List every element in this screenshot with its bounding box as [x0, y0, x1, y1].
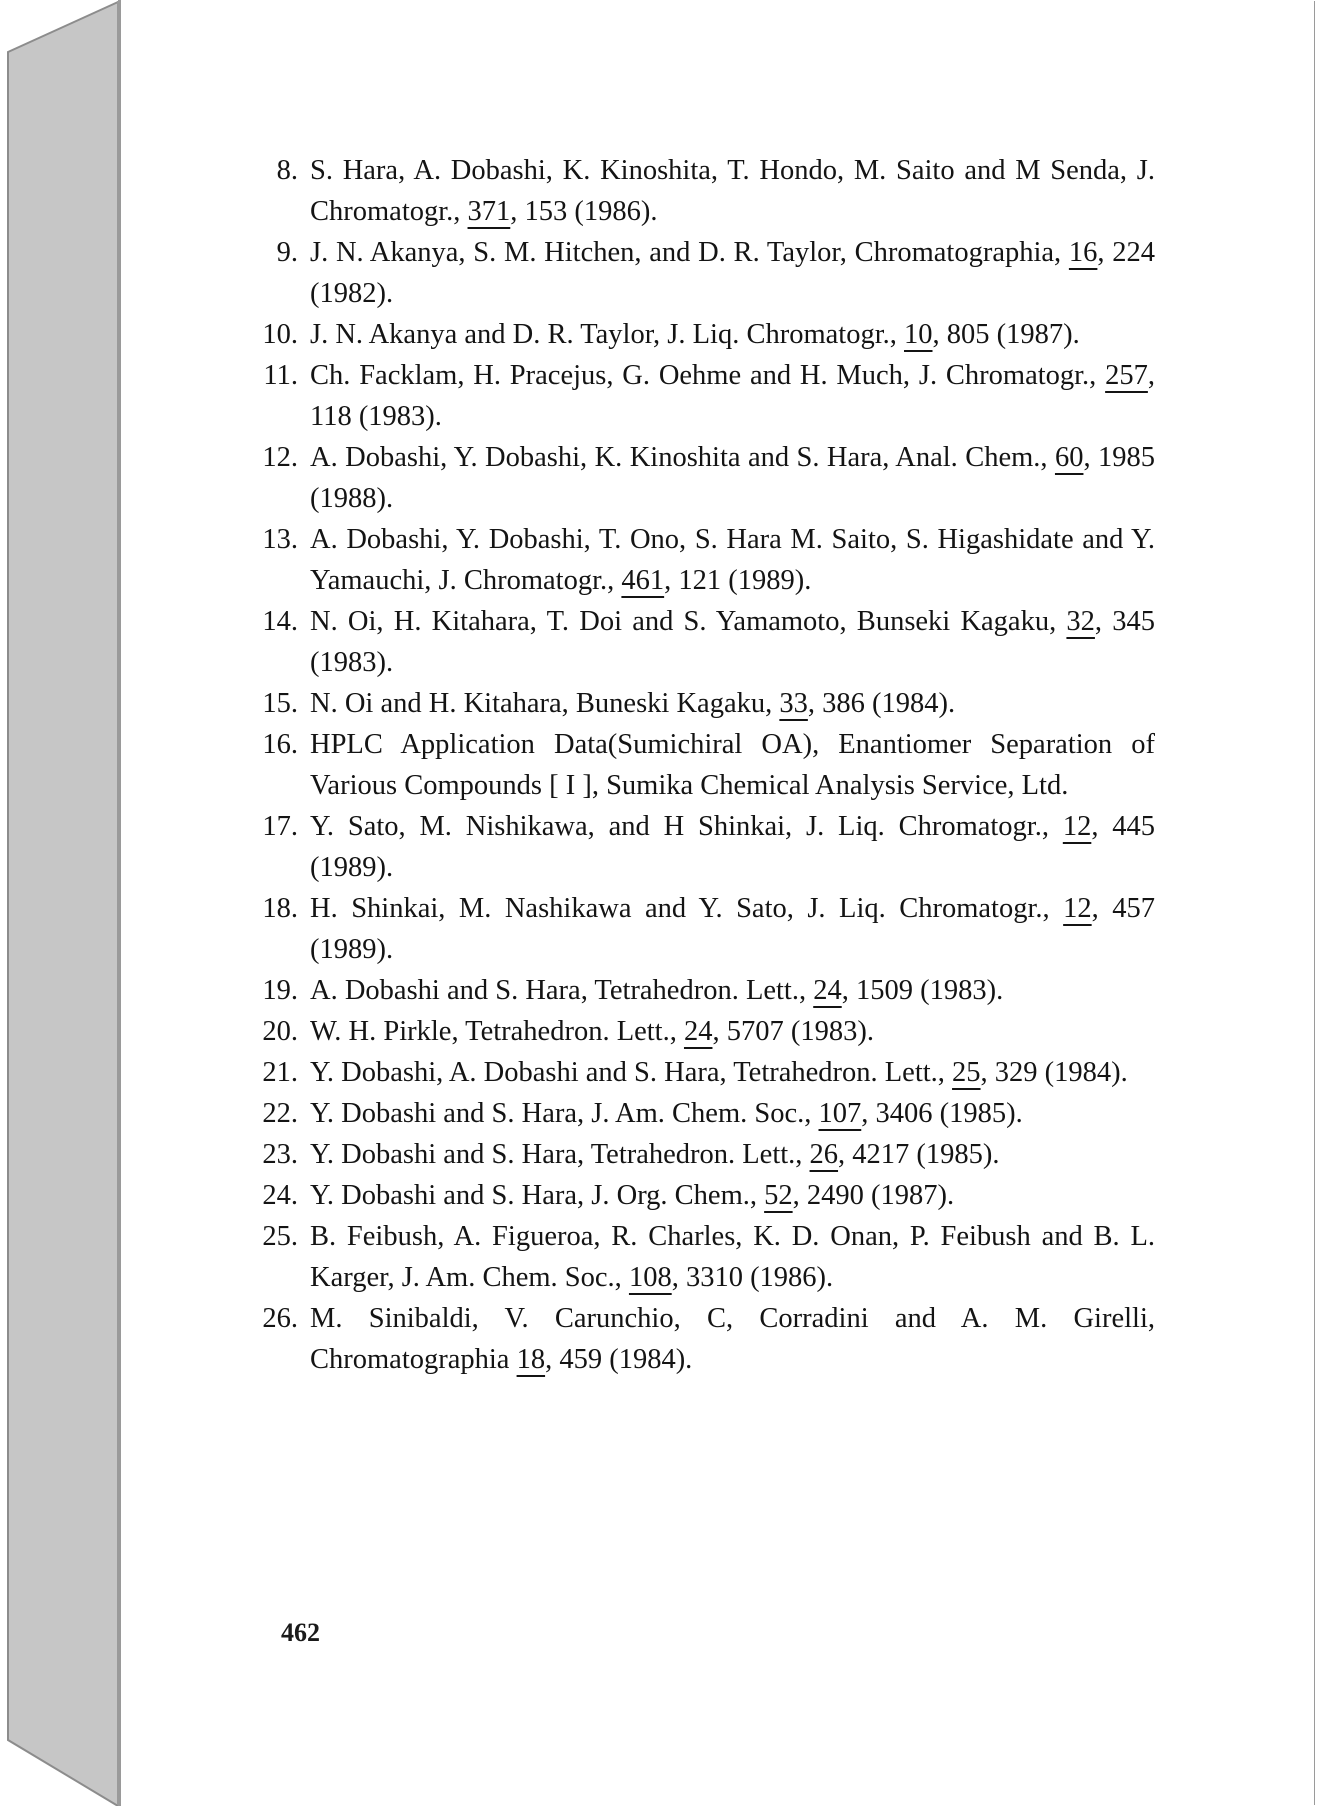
reference-citation: Y. Dobashi and S. Hara, Tetrahedron. Lett., [310, 1139, 810, 1170]
reference-number: 17. [262, 811, 298, 842]
reference-pages-year: , 3310 (1986). [671, 1262, 834, 1293]
reference-volume: 33 [779, 688, 808, 719]
reference-pages-year: , 805 (1987). [932, 319, 1080, 350]
reference-pages-year: , 224 (1982). [310, 237, 1155, 309]
reference-citation: J. N. Akanya and D. R. Taylor, J. Liq. Chromatogr., [310, 319, 904, 350]
reference-pages-year: , 459 (1984). [545, 1344, 693, 1375]
reference-number: 16. [262, 729, 298, 760]
reference-pages-year: , 121 (1989). [664, 565, 812, 596]
reference-item [255, 806, 1155, 888]
reference-text [310, 519, 1155, 601]
reference-item [255, 1134, 1155, 1175]
reference-pages-year: , 153 (1986). [510, 196, 658, 227]
reference-pages-year: , 4217 (1985). [838, 1139, 1000, 1170]
reference-item [255, 519, 1155, 601]
reference-text [310, 314, 1155, 355]
reference-citation: Y. Sato, M. Nishikawa, and H Shinkai, J. Liq. Chromatogr., [310, 811, 1063, 842]
reference-volume: 257 [1105, 360, 1148, 391]
reference-volume: 25 [952, 1057, 981, 1088]
reference-text [310, 806, 1155, 888]
reference-pages-year: , 329 (1984). [980, 1057, 1128, 1088]
reference-citation: Y. Dobashi and S. Hara, J. Am. Chem. Soc., [310, 1098, 819, 1129]
reference-volume: 461 [621, 565, 665, 596]
reference-text [310, 355, 1155, 437]
reference-item [255, 232, 1155, 314]
reference-item [255, 437, 1155, 519]
reference-number: 19. [262, 975, 298, 1006]
reference-pages-year: , 1509 (1983). [841, 975, 1004, 1006]
reference-citation: S. Hara, A. Dobashi, K. Kinoshita, T. Hondo, M. Saito and M Senda, J. Chromatogr., [310, 155, 1155, 227]
reference-text [310, 1093, 1155, 1134]
reference-item [255, 1216, 1155, 1298]
reference-pages-year: , 386 (1984). [807, 688, 956, 719]
reference-number: 25. [262, 1221, 298, 1252]
reference-volume: 60 [1054, 442, 1084, 473]
reference-number: 13. [262, 524, 298, 555]
reference-citation: B. Feibush, A. Figueroa, R. Charles, K. D. Onan, P. Feibush and B. L. Karger, J. Am. Chem. Soc., [310, 1221, 1155, 1293]
reference-number: 9. [276, 237, 298, 268]
reference-number: 12. [262, 442, 298, 473]
reference-text [310, 1134, 1155, 1175]
reference-number: 20. [262, 1016, 298, 1047]
reference-volume: 10 [904, 319, 933, 350]
reference-number: 21. [262, 1057, 298, 1088]
reference-number: 22. [262, 1098, 298, 1129]
reference-number: 11. [263, 360, 298, 391]
reference-citation: M. Sinibaldi, V. Carunchio, C, Corradini and A. M. Girelli, Chromatographia [310, 1303, 1155, 1375]
reference-pages-year: , 345 (1983). [310, 606, 1156, 678]
reference-number: 23. [262, 1139, 298, 1170]
reference-volume: 24 [813, 975, 842, 1006]
reference-citation: Y. Dobashi and S. Hara, J. Org. Chem., [310, 1180, 765, 1211]
reference-number: 24. [262, 1180, 298, 1211]
reference-citation: H. Shinkai, M. Nashikawa and Y. Sato, J. Liq. Chromatogr., [310, 893, 1064, 924]
reference-text [310, 437, 1155, 519]
reference-item [255, 150, 1155, 232]
reference-pages-year: , 5707 (1983). [712, 1016, 874, 1047]
reference-pages-year: , 2490 (1987). [792, 1180, 955, 1211]
page-number: 462 [281, 1618, 320, 1647]
reference-citation: J. N. Akanya, S. M. Hitchen, and D. R. Taylor, Chromatographia, [310, 237, 1069, 268]
reference-item [255, 683, 1155, 724]
reference-item [255, 970, 1155, 1011]
reference-volume: 16 [1068, 237, 1098, 268]
reference-citation: N. Oi, H. Kitahara, T. Doi and S. Yamamoto, Bunseki Kagaku, [310, 606, 1067, 637]
reference-item [255, 1011, 1155, 1052]
reference-text [310, 683, 1155, 724]
reference-item [255, 1052, 1155, 1093]
reference-citation: HPLC Application Data(Sumichiral OA), Enantiomer Separation of Various Compounds [ I ], Sumika Chemical Analysis Service, Ltd. [310, 729, 1155, 801]
reference-text [310, 150, 1155, 232]
reference-number: 26. [262, 1303, 298, 1334]
reference-pages-year: , 445 (1989). [310, 811, 1156, 883]
reference-text [310, 601, 1155, 683]
reference-volume: 108 [628, 1262, 672, 1293]
reference-item [255, 1175, 1155, 1216]
reference-volume: 12 [1063, 893, 1092, 924]
reference-number: 14. [262, 606, 298, 637]
reference-number: 8. [276, 155, 298, 186]
reference-citation: W. H. Pirkle, Tetrahedron. Lett., [310, 1016, 684, 1047]
reference-volume: 32 [1066, 606, 1095, 637]
reference-item [255, 601, 1155, 683]
reference-pages-year: , 3406 (1985). [861, 1098, 1023, 1129]
reference-text [310, 724, 1155, 806]
reference-text [310, 1175, 1155, 1216]
reference-volume: 12 [1062, 811, 1092, 842]
reference-volume: 18 [516, 1344, 546, 1375]
reference-item [255, 314, 1155, 355]
reference-item [255, 1093, 1155, 1134]
reference-citation: A. Dobashi and S. Hara, Tetrahedron. Lett., [310, 975, 814, 1006]
reference-number: 10. [262, 319, 298, 350]
reference-number: 18. [262, 893, 298, 924]
reference-item [255, 888, 1155, 970]
reference-item [255, 355, 1155, 437]
reference-pages-year: , 1985 (1988). [310, 442, 1155, 514]
reference-text [310, 1216, 1155, 1298]
reference-item [255, 724, 1155, 806]
book-spine-edge [8, 2, 118, 1806]
reference-volume: 24 [683, 1016, 713, 1047]
reference-item [255, 1298, 1155, 1380]
reference-volume: 52 [764, 1180, 793, 1211]
reference-citation: N. Oi and H. Kitahara, Buneski Kagaku, [310, 688, 780, 719]
reference-text [310, 1052, 1155, 1093]
reference-citation: A. Dobashi, Y. Dobashi, K. Kinoshita and S. Hara, Anal. Chem., [310, 442, 1055, 473]
reference-volume: 26 [809, 1139, 839, 1170]
reference-number: 15. [262, 688, 298, 719]
reference-text [310, 970, 1155, 1011]
reference-pages-year: , 457 (1989). [310, 893, 1156, 965]
reference-volume: 107 [818, 1098, 862, 1129]
reference-citation: Ch. Facklam, H. Pracejus, G. Oehme and H. Much, J. Chromatogr., [310, 360, 1106, 391]
reference-text [310, 1298, 1155, 1380]
reference-citation: Y. Dobashi, A. Dobashi and S. Hara, Tetrahedron. Lett., [310, 1057, 953, 1088]
reference-pages-year: , 118 (1983). [310, 360, 1155, 432]
reference-text [310, 1011, 1155, 1052]
reference-text [310, 232, 1155, 314]
reference-text [310, 888, 1155, 970]
reference-volume: 371 [467, 196, 511, 227]
reference-list [255, 150, 1155, 1380]
reference-citation: A. Dobashi, Y. Dobashi, T. Ono, S. Hara M. Saito, S. Higashidate and Y. Yamauchi, J. Chromatogr., [310, 524, 1155, 596]
